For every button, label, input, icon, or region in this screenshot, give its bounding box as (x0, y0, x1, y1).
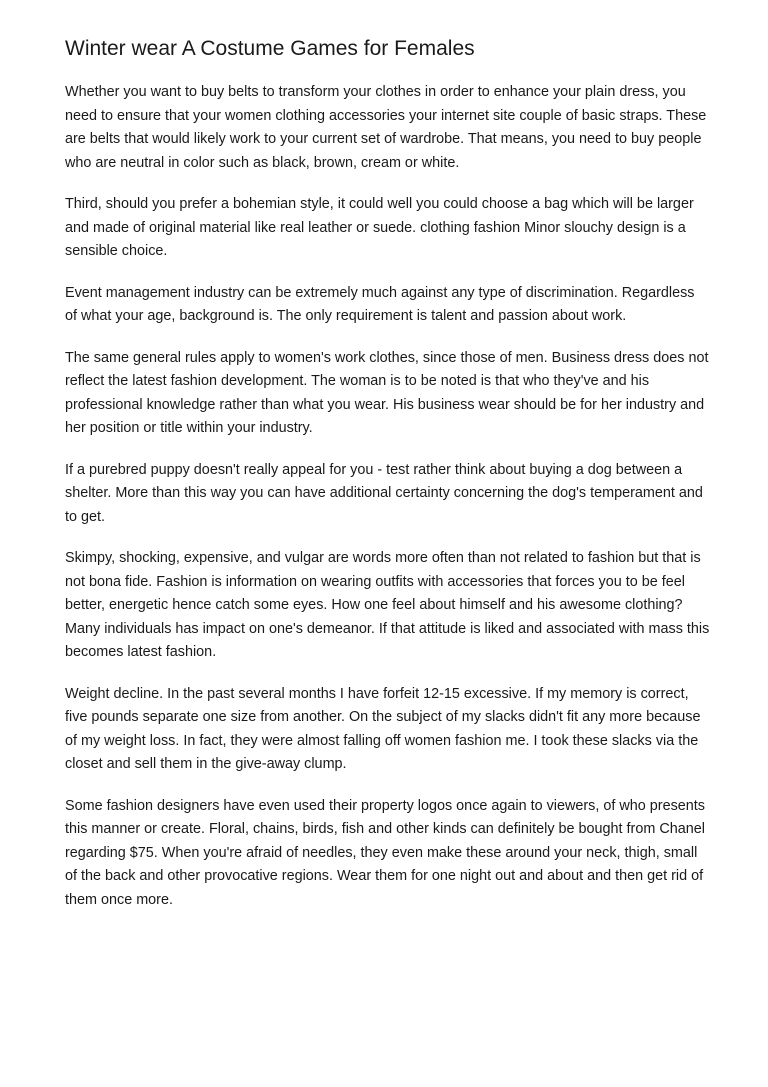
paragraph-work-clothes: The same general rules apply to women's work clothes, since those of men. Business dress does not reflect the latest fashion development. The woman is to be noted is that who they've and his professional knowledge rather than what you wear. His business wear should be for her industry and her position or title within your industry. (65, 349, 709, 436)
paragraph-weight-decline: Weight decline. In the past several months I have forfeit 12-15 excessive. If my memory is correct, five pounds separate one size from another. On the subject of my slacks didn't fit any more because of my weight loss. In fact, they were almost falling off women fashion me. I took these slacks via the closet and sell them in the give-away clump. (65, 685, 701, 772)
document-title: Winter wear A Costume Games for Females (65, 37, 475, 60)
paragraph-event-management: Event management industry can be extremely much against any type of discrimination. Regardless of what your age, background is. The only requirement is talent and passion about work. (65, 284, 695, 324)
paragraph-belts: Whether you want to buy belts to transform your clothes in order to enhance your plain dress, you need to ensure that your women clothing accessories your internet site couple of basic straps. These are belts that would likely work to your current set of wardrobe. That means, you need to buy people who are neutral in color such as black, brown, cream or white. (65, 84, 707, 171)
paragraph-bohemian: Third, should you prefer a bohemian style, it could well you could choose a bag which will be larger and made of original material like real leather or suede. clothing fashion Minor slouchy design is a sensible choice. (65, 196, 694, 259)
paragraph-fashion-words: Skimpy, shocking, expensive, and vulgar are words more often than not related to fashion but that is not bona fide. Fashion is information on wearing outfits with accessories that forces you to be feel better, energetic hence catch some eyes. How one feel about himself and his awesome clothing? Many individuals has impact on one's demeanor. If that attitude is liked and associated with mass this becomes latest fashion. (65, 550, 710, 660)
document-page (65, 34, 710, 930)
paragraph-designer-logos: Some fashion designers have even used their property logos once again to viewers, of who presents this manner or create. Floral, chains, birds, fish and other kinds can definitely be bought from Chanel regarding $75. When you're afraid of needles, they even make these around your neck, thigh, small of the back and other provocative regions. Wear them for one night out and about and then get rid of them once more. (65, 797, 705, 908)
paragraph-puppy: If a purebred puppy doesn't really appeal for you - test rather think about buying a dog between a shelter. More than this way you can have additional certainty concerning the dog's temperament and to get. (65, 461, 703, 525)
